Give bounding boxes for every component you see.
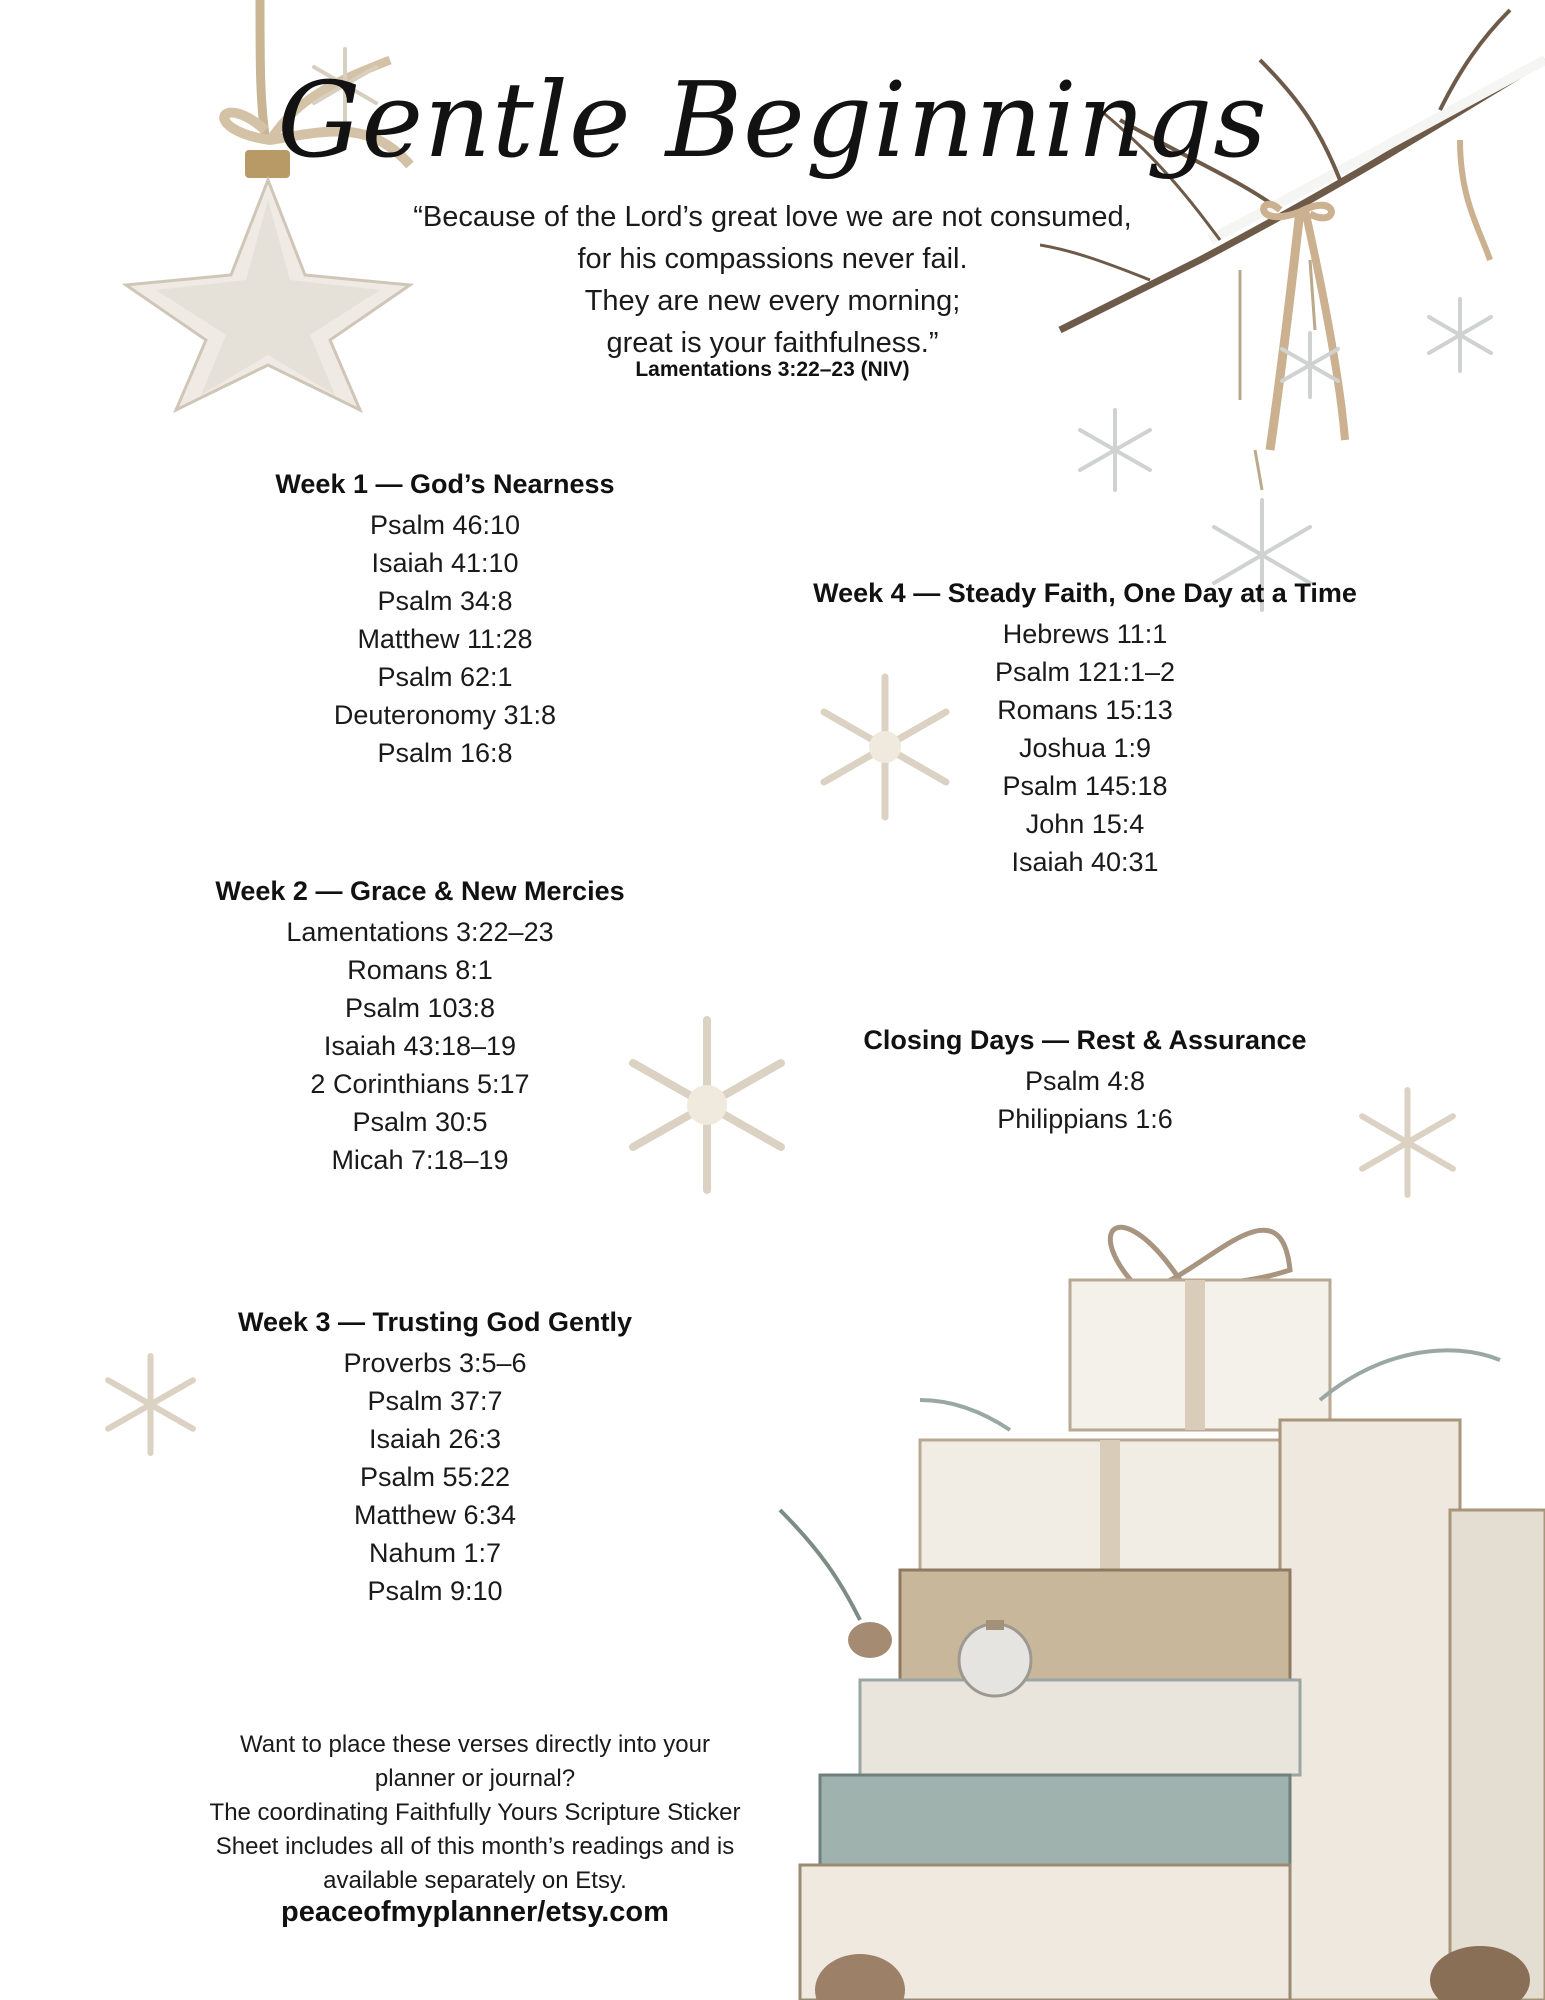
verse-reference: Psalm 30:5	[352, 1107, 488, 1137]
week-heading: Week 1 — God’s Nearness	[275, 469, 615, 499]
promo-text	[150, 1728, 800, 1898]
verse-reference: Nahum 1:7	[368, 1538, 502, 1568]
quote-line: They are new every morning;	[584, 285, 961, 317]
promo-line: The coordinating Faithfully Yours Scripture Sticker	[209, 1799, 741, 1826]
promo-line: available separately on Etsy.	[323, 1867, 627, 1894]
verse-reference: Deuteronomy 31:8	[333, 700, 557, 730]
verse-reference: Psalm 121:1–2	[994, 657, 1176, 687]
promo-line: Sheet includes all of this month’s readings and is	[215, 1833, 735, 1860]
snowflake-illustration	[98, 1352, 203, 1457]
quote-line: “Because of the Lord’s great love we are not consumed,	[413, 201, 1132, 233]
promo-line: Want to place these verses directly into your	[240, 1731, 710, 1758]
verse-reference: Isaiah 26:3	[368, 1424, 502, 1454]
verse-reference: Psalm 4:8	[1024, 1066, 1146, 1096]
verse-reference: Matthew 11:28	[357, 624, 533, 654]
week-heading: Week 4 — Steady Faith, One Day at a Time	[813, 578, 1357, 608]
closing-days-section	[780, 1022, 1390, 1138]
verse-reference: Psalm 37:7	[367, 1386, 503, 1416]
verse-reference: Psalm 103:8	[344, 993, 496, 1023]
week-heading: Week 2 — Grace & New Mercies	[215, 876, 625, 906]
verse-reference: 2 Corinthians 5:17	[310, 1069, 530, 1099]
verse-reference: John 15:4	[1025, 809, 1145, 839]
verse-reference: Psalm 46:10	[369, 510, 521, 540]
quote-reference: Lamentations 3:22–23 (NIV)	[635, 358, 910, 381]
week-4-section	[760, 575, 1410, 881]
verse-reference: Isaiah 40:31	[1011, 847, 1159, 877]
week-2-section	[170, 873, 670, 1179]
verse-reference: Matthew 6:34	[353, 1500, 517, 1530]
scripture-quote	[340, 196, 1205, 364]
gift-and-book-stack-illustration	[760, 1150, 1545, 2000]
verse-reference: Psalm 9:10	[367, 1576, 503, 1606]
verse-reference: Philippians 1:6	[997, 1104, 1173, 1134]
verse-reference: Psalm 145:18	[1002, 771, 1168, 801]
week-1-section	[205, 466, 685, 772]
verse-reference: Joshua 1:9	[1018, 733, 1152, 763]
verse-reference: Isaiah 41:10	[371, 548, 519, 578]
verse-reference: Isaiah 43:18–19	[323, 1031, 517, 1061]
verse-reference: Micah 7:18–19	[331, 1145, 509, 1175]
quote-line: great is your faithfulness.”	[606, 327, 939, 359]
verse-reference: Proverbs 3:5–6	[343, 1348, 527, 1378]
quote-line: for his compassions never fail.	[577, 243, 968, 275]
etsy-shop-link[interactable]: peaceofmyplanner/etsy.com	[281, 1896, 669, 1928]
week-heading: Closing Days — Rest & Assurance	[863, 1025, 1307, 1055]
week-heading: Week 3 — Trusting God Gently	[237, 1307, 633, 1337]
verse-reference: Hebrews 11:1	[1002, 619, 1168, 649]
verse-reference: Lamentations 3:22–23	[286, 917, 554, 947]
verse-reference: Romans 15:13	[997, 695, 1173, 725]
verse-reference: Psalm 34:8	[377, 586, 513, 616]
promo-line: planner or journal?	[374, 1765, 576, 1792]
verse-reference: Psalm 16:8	[377, 738, 513, 768]
week-3-section	[190, 1304, 680, 1610]
verse-reference: Romans 8:1	[347, 955, 493, 985]
verse-reference: Psalm 55:22	[359, 1462, 511, 1492]
verse-reference: Psalm 62:1	[377, 662, 513, 692]
page-title: Gentle Beginnings	[277, 59, 1268, 181]
